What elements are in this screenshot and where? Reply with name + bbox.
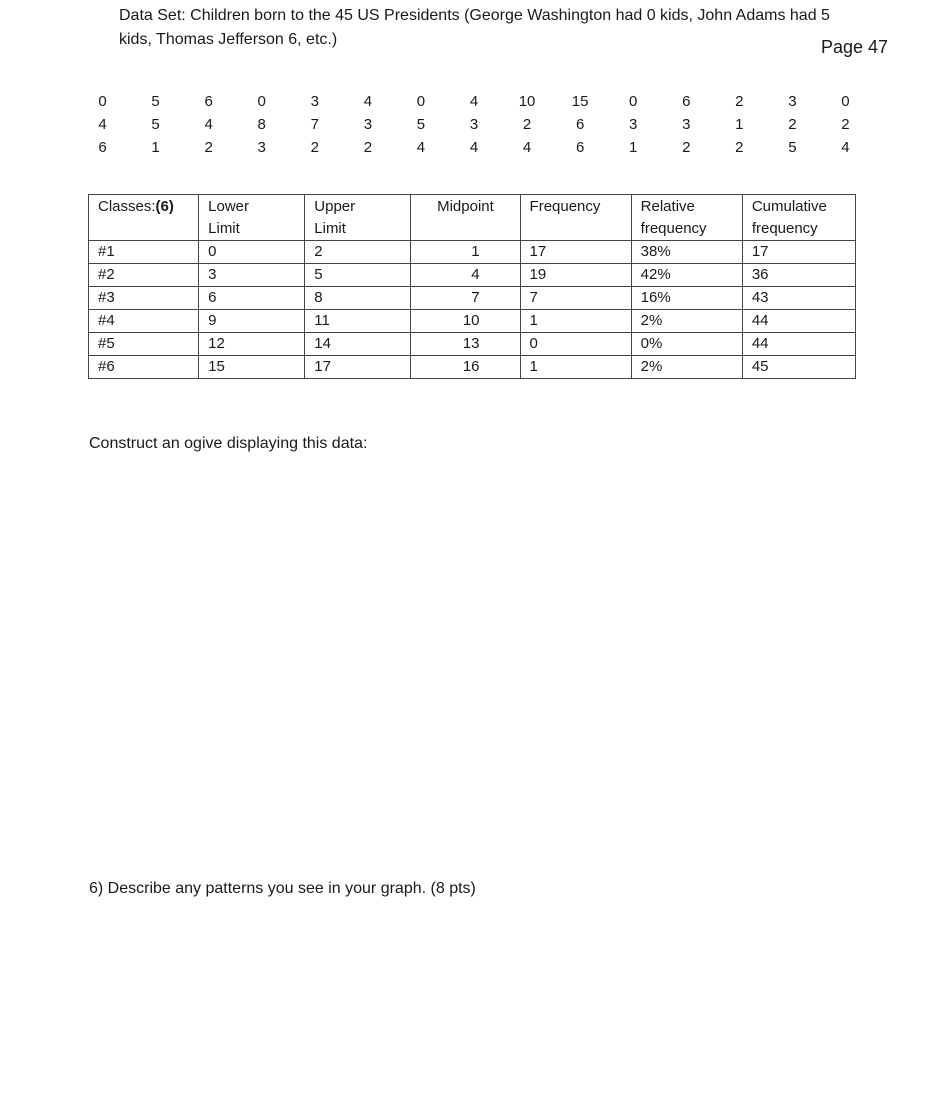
table-row bbox=[89, 356, 856, 379]
data-value: 5 bbox=[416, 116, 426, 133]
table-row bbox=[89, 333, 856, 356]
ogive-instruction: Construct an ogive displaying this data: bbox=[89, 435, 368, 452]
data-value: 6 bbox=[575, 116, 585, 133]
midpoint: 4 bbox=[411, 264, 520, 287]
upper-limit: 11 bbox=[305, 310, 411, 333]
data-value: 3 bbox=[629, 116, 638, 133]
data-value: 4 bbox=[469, 139, 479, 156]
lower-limit: 9 bbox=[199, 310, 305, 333]
data-value: 0 bbox=[98, 93, 107, 110]
data-value: 3 bbox=[257, 139, 266, 156]
data-value: 5 bbox=[788, 139, 797, 156]
frequency: 1 bbox=[520, 356, 631, 379]
lower-limit: 12 bbox=[199, 333, 305, 356]
data-value: 15 bbox=[571, 93, 589, 110]
data-value: 0 bbox=[416, 93, 426, 110]
header-relative-frequency bbox=[631, 195, 742, 241]
cumulative-frequency: 43 bbox=[742, 287, 855, 310]
data-value: 3 bbox=[310, 93, 319, 110]
description-line-2: kids, Thomas Jefferson 6, etc.) bbox=[119, 31, 338, 48]
data-value: 10 bbox=[518, 93, 536, 110]
frequency: 0 bbox=[520, 333, 631, 356]
frequency: 17 bbox=[520, 241, 631, 264]
lower-line-1: Lower bbox=[208, 198, 249, 215]
lower-limit: 0 bbox=[199, 241, 305, 264]
data-value: 1 bbox=[629, 139, 638, 156]
midpoint: 7 bbox=[411, 287, 520, 310]
data-set-description bbox=[119, 4, 879, 52]
raw-data-grid bbox=[76, 90, 872, 159]
table-row bbox=[89, 241, 856, 264]
relative-frequency: 42% bbox=[631, 264, 742, 287]
data-value: 3 bbox=[363, 116, 373, 133]
data-value: 5 bbox=[151, 116, 160, 133]
frequency: 19 bbox=[520, 264, 631, 287]
data-value: 0 bbox=[629, 93, 638, 110]
cumulative-frequency: 36 bbox=[742, 264, 855, 287]
relative-frequency: 2% bbox=[631, 356, 742, 379]
frequency: 7 bbox=[520, 287, 631, 310]
data-value: 1 bbox=[735, 116, 744, 133]
page-number: Page 47 bbox=[820, 37, 888, 57]
lower-line-2: Limit bbox=[208, 220, 240, 237]
data-value: 2 bbox=[363, 139, 373, 156]
data-value: 2 bbox=[788, 116, 797, 133]
data-value: 0 bbox=[257, 93, 266, 110]
classes-count: (6) bbox=[155, 198, 174, 215]
data-value: 7 bbox=[310, 116, 319, 133]
cumulative-line-1: Cumulative bbox=[751, 198, 827, 215]
lower-limit: 15 bbox=[199, 356, 305, 379]
lower-limit: 3 bbox=[199, 264, 305, 287]
data-value: 2 bbox=[682, 139, 691, 156]
upper-limit: 14 bbox=[305, 333, 411, 356]
classes-label: Classes: bbox=[98, 198, 156, 215]
data-value: 4 bbox=[522, 139, 532, 156]
cumulative-line-2: frequency bbox=[751, 220, 818, 237]
table-row bbox=[89, 264, 856, 287]
upper-limit: 2 bbox=[305, 241, 411, 264]
data-value: 4 bbox=[841, 139, 850, 156]
patterns-question: 6) Describe any patterns you see in your graph. (8 pts) bbox=[89, 880, 476, 897]
upper-limit: 8 bbox=[305, 287, 411, 310]
relative-frequency: 16% bbox=[631, 287, 742, 310]
relative-frequency: 38% bbox=[631, 241, 742, 264]
class-id: #1 bbox=[89, 241, 199, 264]
midpoint: 1 bbox=[411, 241, 520, 264]
data-value: 4 bbox=[363, 93, 373, 110]
data-value: 2 bbox=[522, 116, 532, 133]
class-id: #4 bbox=[89, 310, 199, 333]
upper-line-2: Limit bbox=[314, 220, 346, 237]
header-upper-limit bbox=[305, 195, 411, 241]
relative-line-2: frequency bbox=[640, 220, 707, 237]
class-id: #5 bbox=[89, 333, 199, 356]
midpoint: 13 bbox=[411, 333, 520, 356]
midpoint: 10 bbox=[411, 310, 520, 333]
header-lower-limit bbox=[199, 195, 305, 241]
data-value: 6 bbox=[682, 93, 691, 110]
data-value: 3 bbox=[788, 93, 797, 110]
relative-frequency: 2% bbox=[631, 310, 742, 333]
data-value: 2 bbox=[841, 116, 850, 133]
data-value: 6 bbox=[575, 139, 585, 156]
description-line-1: Data Set: Children born to the 45 US Presidents (George Washington had 0 kids, John Adams had 5 bbox=[119, 7, 830, 24]
class-id: #2 bbox=[89, 264, 199, 287]
data-value: 4 bbox=[416, 139, 426, 156]
frequency-table bbox=[88, 194, 856, 379]
data-value: 2 bbox=[735, 93, 744, 110]
data-value: 3 bbox=[682, 116, 691, 133]
cumulative-frequency: 44 bbox=[742, 310, 855, 333]
relative-line-1: Relative bbox=[640, 198, 695, 215]
upper-line-1: Upper bbox=[314, 198, 356, 215]
data-value: 0 bbox=[841, 93, 850, 110]
cumulative-frequency: 44 bbox=[742, 333, 855, 356]
cumulative-frequency: 45 bbox=[742, 356, 855, 379]
data-value: 1 bbox=[151, 139, 160, 156]
class-id: #6 bbox=[89, 356, 199, 379]
lower-limit: 6 bbox=[199, 287, 305, 310]
data-value: 4 bbox=[204, 116, 213, 133]
cumulative-frequency: 17 bbox=[742, 241, 855, 264]
midpoint: 16 bbox=[411, 356, 520, 379]
data-value: 4 bbox=[98, 116, 107, 133]
data-value: 2 bbox=[735, 139, 744, 156]
data-value: 2 bbox=[204, 139, 213, 156]
data-value: 6 bbox=[98, 139, 107, 156]
data-value: 6 bbox=[204, 93, 213, 110]
table-row bbox=[89, 287, 856, 310]
upper-limit: 17 bbox=[305, 356, 411, 379]
table-row bbox=[89, 310, 856, 333]
data-value: 4 bbox=[469, 93, 479, 110]
class-id: #3 bbox=[89, 287, 199, 310]
data-value: 5 bbox=[151, 93, 160, 110]
frequency: 1 bbox=[520, 310, 631, 333]
table-header-row bbox=[89, 195, 856, 241]
header-classes bbox=[89, 195, 199, 241]
data-value: 8 bbox=[257, 116, 266, 133]
header-midpoint: Midpoint bbox=[411, 195, 520, 241]
data-value: 3 bbox=[469, 116, 479, 133]
header-frequency: Frequency bbox=[520, 195, 631, 241]
header-cumulative-frequency bbox=[742, 195, 855, 241]
upper-limit: 5 bbox=[305, 264, 411, 287]
relative-frequency: 0% bbox=[631, 333, 742, 356]
data-value: 2 bbox=[310, 139, 319, 156]
